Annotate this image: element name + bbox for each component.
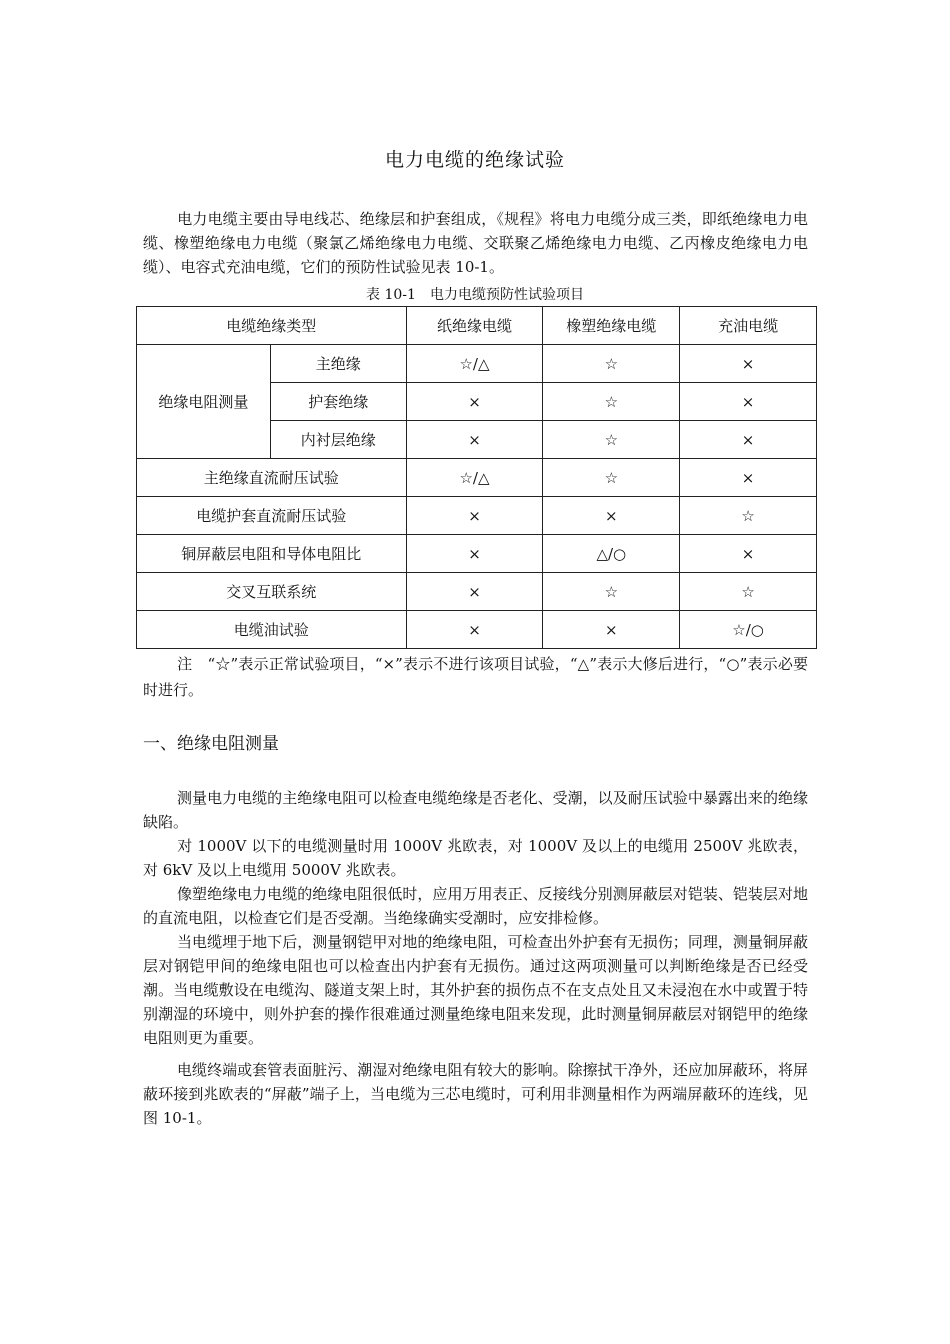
paragraph-text: 像塑绝缘电力电缆的绝缘电阻很低时，应用万用表正、反接线分别测屏蔽层对铠装、铠装层对地的直流电阻，以检查它们是否受潮。当绝缘确实受潮时，应安排检修。 [143,885,808,927]
row-label-cell: 铜屏蔽层电阻和导体电阻比 [137,535,407,573]
value-cell: × [680,345,817,383]
value-cell: × [406,611,543,649]
intro-paragraph [143,207,808,279]
table-row [137,345,817,383]
value-cell: ☆ [543,383,680,421]
value-cell: ☆ [543,573,680,611]
paragraph-text: 测量电力电缆的主绝缘电阻可以检查电缆绝缘是否老化、受潮，以及耐压试验中暴露出来的绝缘缺陷。 [143,789,808,831]
note-text: 注 “☆”表示正常试验项目，“×”表示不进行该项目试验，“△”表示大修后进行，“○”表示必要时进行。 [143,655,808,699]
section-heading: 一、绝缘电阻测量 [143,734,279,754]
row-label-cell: 主绝缘直流耐压试验 [137,459,407,497]
value-cell: × [543,611,680,649]
section-paragraph-1 [143,786,808,834]
value-cell: △/○ [543,535,680,573]
table-header-row [137,307,817,345]
section-paragraph-5 [143,1058,808,1130]
paragraph-text: 电缆终端或套管表面脏污、潮湿对绝缘电阻有较大的影响。除擦拭干净外，还应加屏蔽环，将屏蔽环接到兆欧表的“屏蔽”端子上，当电缆为三芯电缆时，可利用非测量相作为两端屏蔽环的连线，见图 10-1。 [143,1061,808,1127]
sub-label-cell: 主绝缘 [270,345,406,383]
value-cell: × [680,459,817,497]
section-paragraph-3 [143,882,808,930]
value-cell: ☆ [680,497,817,535]
table-row [137,573,817,611]
value-cell: ☆/○ [680,611,817,649]
header-cell: 纸绝缘电缆 [406,307,543,345]
value-cell: ☆ [680,573,817,611]
value-cell: × [406,421,543,459]
value-cell: × [406,383,543,421]
paragraph-text: 当电缆埋于地下后，测量钢铠甲对地的绝缘电阻，可检查出外护套有无损伤；同理，测量铜屏蔽层对钢铠甲间的绝缘电阻也可以检查出内护套有无损伤。通过这两项测量可以判断绝缘是否已经受潮。当电缆敷设在电缆沟、隧道支架上时，其外护套的损伤点不在支点处且又未浸泡在水中或置于特别潮湿的环境中，则外护套的操作很难通过测量绝缘电阻来发现，此时测量铜屏蔽层对钢铠甲的绝缘电阻则更为重要。 [143,933,808,1047]
row-label-cell: 电缆护套直流耐压试验 [137,497,407,535]
section-paragraph-4 [143,930,808,1050]
row-label-cell: 电缆油试验 [137,611,407,649]
value-cell: ☆ [543,345,680,383]
value-cell: × [406,497,543,535]
sub-label-cell: 护套绝缘 [270,383,406,421]
value-cell: × [680,421,817,459]
value-cell: × [406,535,543,573]
table-note [143,651,808,703]
table-row [137,459,817,497]
group-label-cell: 绝缘电阻测量 [137,345,271,459]
value-cell: × [680,535,817,573]
table-row [137,535,817,573]
page-title: 电力电缆的绝缘试验 [384,149,565,171]
section-paragraph-2 [143,834,808,882]
sub-label-cell: 内衬层绝缘 [270,421,406,459]
value-cell: ☆ [543,421,680,459]
header-cell: 橡塑绝缘电缆 [543,307,680,345]
test-items-table [136,306,817,649]
table-row [137,611,817,649]
value-cell: × [680,383,817,421]
table-caption: 表 10-1 电力电缆预防性试验项目 [366,287,584,303]
header-cell: 电缆绝缘类型 [137,307,407,345]
table-row [137,497,817,535]
value-cell: × [406,573,543,611]
value-cell: ☆/△ [406,345,543,383]
value-cell: × [543,497,680,535]
intro-text: 电力电缆主要由导电线芯、绝缘层和护套组成，《规程》将电力电缆分成三类，即纸绝缘电力电缆、橡塑绝缘电力电缆（聚氯乙烯绝缘电力电缆、交联聚乙烯绝缘电力电缆、乙丙橡皮绝缘电力电缆）、电容式充油电缆，它们的预防性试验见表 10-1。 [143,210,808,276]
row-label-cell: 交叉互联系统 [137,573,407,611]
value-cell: ☆ [543,459,680,497]
value-cell: ☆/△ [406,459,543,497]
header-cell: 充油电缆 [680,307,817,345]
paragraph-text: 对 1000V 以下的电缆测量时用 1000V 兆欧表，对 1000V 及以上的电缆用 2500V 兆欧表，对 6kV 及以上电缆用 5000V 兆欧表。 [143,837,808,879]
